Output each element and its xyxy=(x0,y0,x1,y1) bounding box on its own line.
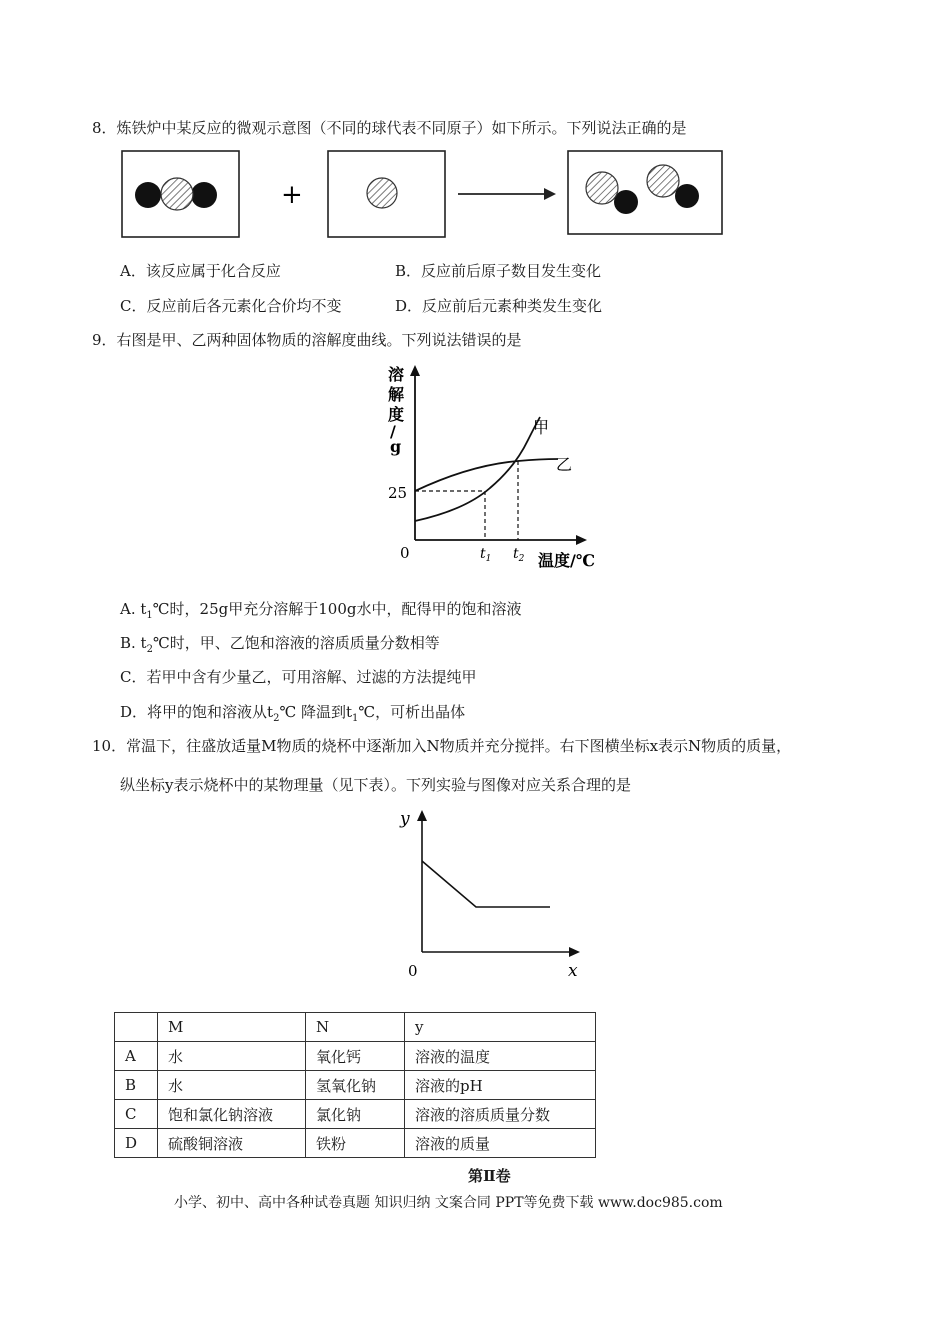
curve-jia-label: 甲 xyxy=(533,418,550,437)
black-atom xyxy=(135,182,161,208)
header-cell: y xyxy=(405,1013,596,1042)
table-cell: 氯化钠 xyxy=(306,1100,405,1129)
table-cell: 溶液的pH xyxy=(405,1071,596,1100)
table-cell: 氢氧化钠 xyxy=(306,1071,405,1100)
table-cell: B xyxy=(115,1071,158,1100)
q8-reaction-diagram xyxy=(118,146,728,240)
curve-yi-label: 乙 xyxy=(556,455,573,474)
ylabel-char: / xyxy=(390,422,396,441)
q8-option-b: B．反应前后原子数目发生变化 xyxy=(395,262,602,280)
hatched-atom xyxy=(586,172,618,204)
x-label: x xyxy=(568,961,578,981)
q9-option-b: B. $t_2℃$时，甲、乙饱和溶液的溶质质量分数相等 xyxy=(120,634,440,655)
table-cell: 溶液的温度 xyxy=(405,1042,596,1071)
table-cell: D xyxy=(115,1129,158,1158)
x-axis-arrow xyxy=(576,535,587,545)
arrow-head xyxy=(544,188,556,200)
y-label: y xyxy=(400,809,410,829)
t1-label: $t_1$ xyxy=(480,546,492,564)
table-cell: C xyxy=(115,1100,158,1129)
ylabel-char: 度 xyxy=(388,405,405,424)
section-title: 第Ⅱ卷 xyxy=(468,1167,511,1185)
hatched-atom xyxy=(367,178,397,208)
y-axis-arrow xyxy=(410,365,420,376)
origin-label: 0 xyxy=(408,962,418,980)
table-row xyxy=(115,1071,596,1100)
x-axis-arrow xyxy=(569,947,580,957)
q10-stem-line2: 纵坐标y表示烧杯中的某物理量（见下表）。下列实验与图像对应关系合理的是 xyxy=(120,776,631,794)
table-cell: 硫酸铜溶液 xyxy=(158,1129,306,1158)
hatched-atom xyxy=(647,165,679,197)
ylabel-char: 溶 xyxy=(388,365,405,384)
y-tick-25: 25 xyxy=(388,484,408,502)
table-header-row xyxy=(115,1013,596,1042)
header-cell xyxy=(115,1013,158,1042)
q10-line xyxy=(422,861,550,907)
table-cell: 铁粉 xyxy=(306,1129,405,1158)
table-row xyxy=(115,1129,596,1158)
q8-option-d: D．反应前后元素种类发生变化 xyxy=(395,297,603,315)
black-atom xyxy=(191,182,217,208)
header-cell: N xyxy=(306,1013,405,1042)
black-atom xyxy=(675,184,699,208)
q9-option-d: D．将甲的饱和溶液从$t_2℃$ 降温到$t_1℃$，可析出晶体 xyxy=(120,703,466,724)
table-row xyxy=(115,1100,596,1129)
table-cell: 饱和氯化钠溶液 xyxy=(158,1100,306,1129)
q9-option-a: A. $t_1℃$时，25g甲充分溶解于100g水中，配得甲的饱和溶液 xyxy=(120,600,522,621)
page-footer: 小学、初中、高中各种试卷真题 知识归纳 文案合同 PPT等免费下载 www.doc985.com xyxy=(174,1195,723,1211)
t2-label: $t_2$ xyxy=(513,546,525,564)
table-row xyxy=(115,1042,596,1071)
y-axis-arrow xyxy=(417,810,427,821)
table-cell: 溶液的溶质质量分数 xyxy=(405,1100,596,1129)
q8-option-a: A．该反应属于化合反应 xyxy=(120,262,281,280)
table-cell: 水 xyxy=(158,1071,306,1100)
q9-option-c: C．若甲中含有少量乙，可用溶解、过滤的方法提纯甲 xyxy=(120,668,477,686)
table-cell: 水 xyxy=(158,1042,306,1071)
header-cell: M xyxy=(158,1013,306,1042)
hatched-atom xyxy=(161,178,193,210)
curve-jia xyxy=(415,417,540,521)
q10-stem-line1: 10．常温下，往盛放适量M物质的烧杯中逐渐加入N物质并充分搅拌。右下图横坐标x表示N物质的质量， xyxy=(92,737,792,755)
origin-label: 0 xyxy=(400,544,410,562)
solubility-curve-graph xyxy=(380,360,620,575)
plus-sign: + xyxy=(281,180,303,210)
q8-stem: 8．炼铁炉中某反应的微观示意图（不同的球代表不同原子）如下所示。下列说法正确的是 xyxy=(92,119,687,137)
table-cell: 溶液的质量 xyxy=(405,1129,596,1158)
q8-option-c: C．反应前后各元素化合价均不变 xyxy=(120,297,342,315)
q10-graph xyxy=(390,804,590,984)
ylabel-char: g xyxy=(390,437,402,456)
table-cell: 氧化钙 xyxy=(306,1042,405,1071)
curve-yi xyxy=(415,459,558,491)
table-cell: A xyxy=(115,1042,158,1071)
x-axis-label: 温度/℃ xyxy=(538,551,596,570)
q9-stem: 9．右图是甲、乙两种固体物质的溶解度曲线。下列说法错误的是 xyxy=(92,331,522,349)
q10-answer-table xyxy=(114,1012,596,1158)
ylabel-char: 解 xyxy=(388,385,405,404)
